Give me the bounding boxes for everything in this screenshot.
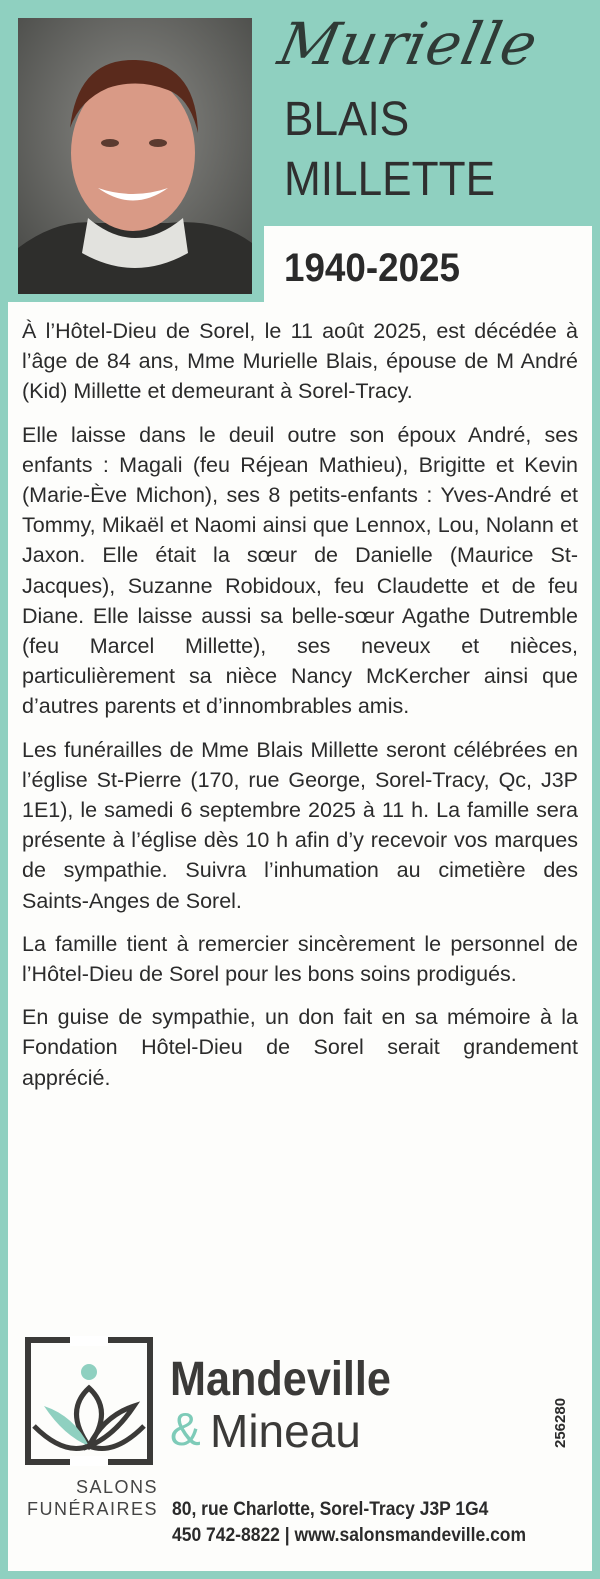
paragraph-death-notice: À l’Hôtel-Dieu de Sorel, le 11 août 2025, est décédée à l’âge de 84 ans, Mme Murielle Blais, épouse de M André (Kid) Millette et demeurant à Sorel-Tracy.: [22, 319, 578, 404]
brand-ampersand: &: [170, 1403, 201, 1455]
first-name: Murielle: [272, 10, 544, 78]
salons-label: [22, 1476, 158, 1520]
obituary-text: [22, 316, 578, 1106]
reference-number: 256280: [552, 1397, 569, 1448]
brand-name-line-2: Mineau: [210, 1405, 361, 1457]
paragraph-donation: En guise de sympathie, un don fait en sa mémoire à la Fondation Hôtel-Dieu de Sorel serait grandement apprécié.: [22, 1005, 578, 1090]
bottom-border: [0, 1571, 600, 1579]
lotus-logo-icon: [24, 1336, 154, 1466]
life-years: 1940-2025: [284, 246, 460, 290]
paragraph-funeral: Les funérailles de Mme Blais Millette seront célébrées en l’église St-Pierre (170, rue George, Sorel-Tracy, Qc, J3P 1E1), le samedi 6 septembre 2025 à 11 h. La famille sera présente à l’église dès 10 h afin d’y recevoir vos marques de sympathie. Suivra l’inhumation au cimetière des Saints-Anges de Sorel.: [22, 737, 578, 913]
salons-line-1: SALONS: [75, 1477, 158, 1497]
paragraph-survivors: Elle laisse dans le deuil outre son époux André, ses enfants : Magali (feu Réjean Mathieu), Brigitte et Kevin (Marie-Ève Michon), ses 8 petits-enfants : Yves-André et Tommy, Mikaël et Naomi ainsi que Lennox, Lou, Nolann et Jaxon. Elle était la sœur de Danielle (Maurice St-Jacques), Suzanne Robidoux, feu Claudette et de feu Diane. Elle laisse aussi sa belle-sœur Agathe Dutremble (feu Marcel Millette), ses neveux et nièces, particulièrement sa nièce Nancy McKercher ainsi que d’autres parents et d’innombrables amis.: [22, 422, 578, 719]
brand-name-line-1: Mandeville: [170, 1353, 391, 1406]
last-name-line-1: BLAIS: [284, 93, 410, 146]
paragraph-thanks: La famille tient à remercier sincèrement le personnel de l’Hôtel-Dieu de Sorel pour les bons soins prodigués.: [22, 931, 578, 987]
left-border: [0, 0, 8, 1579]
contact-block: [172, 1497, 526, 1549]
portrait-photo: [18, 18, 252, 294]
phone-web-line: 450 742-8822 | www.salonsmandeville.com: [172, 1525, 527, 1546]
right-border: [592, 0, 600, 1579]
salons-line-2: FUNÉRAIRES: [26, 1499, 158, 1519]
address-line: 80, rue Charlotte, Sorel-Tracy J3P 1G4: [172, 1499, 489, 1520]
last-name-line-2: MILLETTE: [284, 153, 496, 206]
